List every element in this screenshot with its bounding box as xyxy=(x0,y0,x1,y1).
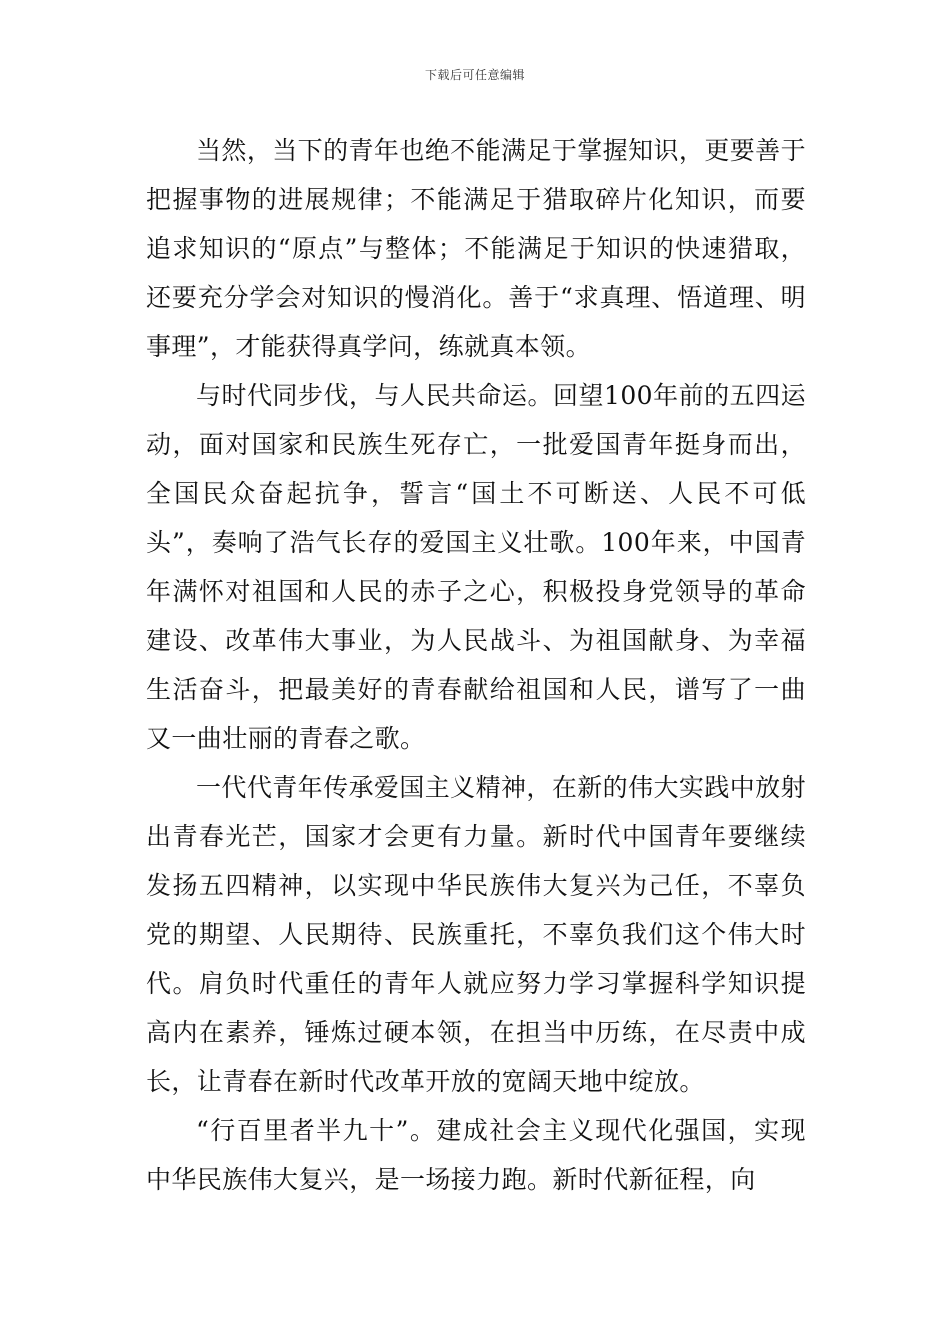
document-body xyxy=(146,126,806,1204)
paragraph-3: 一代代青年传承爱国主义精神，在新的伟大实践中放射出青春光芒，国家才会更有力量。新时代中国青年要继续发扬五四精神，以实现中华民族伟大复兴为己任，不辜负党的期望、人民期待、民族重托，不辜负我们这个伟大时代。肩负时代重任的青年人就应努力学习掌握科学知识提高内在素养，锤炼过硬本领，在担当中历练，在尽责中成长，让青春在新时代改革开放的宽阔天地中绽放。 xyxy=(146,773,806,1096)
paragraph-2: 与时代同步伐，与人民共命运。回望100年前的五四运动，面对国家和民族生死存亡，一批爱国青年挺身而出，全国民众奋起抗争，誓言“国土不可断送、人民不可低头”，奏响了浩气长存的爱国主义壮歌。100年来，中国青年满怀对祖国和人民的赤子之心，积极投身党领导的革命建设、改革伟大事业，为人民战斗、为祖国献身、为幸福生活奋斗，把最美好的青春献给祖国和人民，谱写了一曲又一曲壮丽的青春之歌。 xyxy=(146,381,806,753)
paragraph-4: “行百里者半九十”。建成社会主义现代化强国，实现中华民族伟大复兴，是一场接力跑。新时代新征程，向 xyxy=(146,1116,806,1194)
paragraph-1: 当然，当下的青年也绝不能满足于掌握知识，更要善于把握事物的进展规律；不能满足于猎取碎片化知识，而要追求知识的“原点”与整体；不能满足于知识的快速猎取，还要充分学会对知识的慢消化。善于“求真理、悟道理、明事理”，才能获得真学问，练就真本领。 xyxy=(146,136,806,361)
page-header-note: 下载后可任意编辑 xyxy=(424,68,525,82)
